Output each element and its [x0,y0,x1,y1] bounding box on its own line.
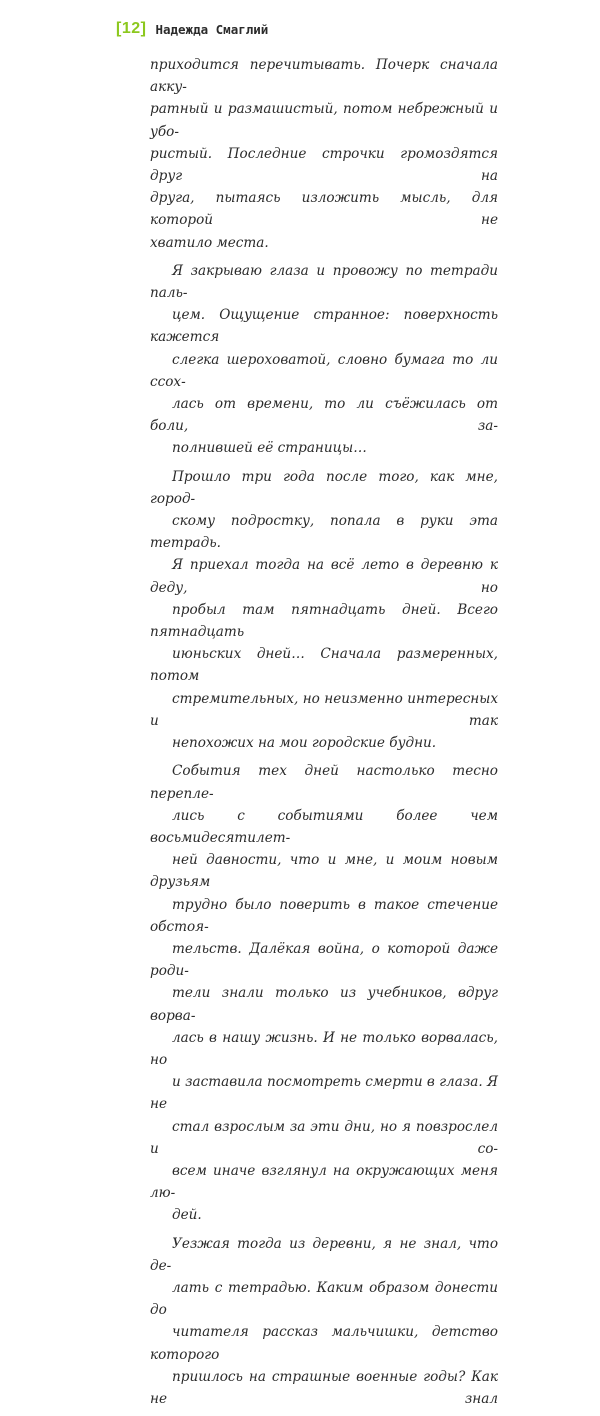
text-line: лась в нашу жизнь. И не только ворвалась, но [150,1029,498,1068]
text-line: июньских дней… Сначала размеренных, потом [150,646,498,685]
text-line: дей. [172,1207,202,1224]
text-line: полнившей её страницы… [172,440,367,457]
text-line: друга, пытаясь изложить мысль, для которой не [150,190,498,229]
text-line: лись с событиями более чем восьмидесятилет- [150,807,498,846]
text-line: Я приехал тогда на всё лето в деревню к деду, но [150,557,498,596]
text-line: пришлось на страшные военные годы? Как не знал [150,1368,498,1407]
running-header [116,20,268,38]
text-line: ней давности, что и мне, и моим новым друзьям [150,852,498,891]
text-line: приходится перечитывать. Почерк сначала акку- [150,57,498,96]
text-line: События тех дней настолько тесно перепле- [150,763,498,802]
text-line: слегка шероховатой, словно бумага то ли ссох- [150,351,498,390]
text-line: трудно было поверить в такое стечение обстоя- [150,896,498,935]
text-line: пробыл там пятнадцать дней. Всего пятнадцать [150,601,498,641]
text-line: стремительных, но неизменно интересных и так [150,690,498,729]
paragraph [150,1233,498,1411]
body-text [150,54,498,1416]
text-line: и заставила посмотреть смерти в глаза. Я не [150,1074,498,1113]
page-number: [12] [116,20,147,37]
paragraph [150,54,498,254]
text-line: Я закрываю глаза и провожу по тетради паль- [150,262,498,302]
text-line: читателя рассказ мальчишки, детство которого [150,1324,498,1363]
paragraph [150,760,498,1226]
text-line: тели знали только из учебников, вдруг ворва- [150,985,498,1024]
paragraph [150,466,498,755]
text-line: скому подростку, попала в руки эта тетрадь. [150,513,498,552]
text-line: всем иначе взглянул на окружающих меня лю- [150,1162,498,1202]
text-line: непохожих на мои городские будни. [172,735,437,752]
text-line: Уезжая тогда из деревни, я не знал, что де- [150,1235,498,1274]
text-line: тельств. Далёкая война, о которой даже роди- [150,940,498,980]
text-line: ратный и размашистый, потом небрежный и убо- [150,101,498,140]
text-line: цем. Ощущение странное: поверхность кажется [150,307,498,346]
paragraph [150,260,498,460]
text-line: ристый. Последние строчки громоздятся друг на [150,145,498,185]
text-line: стал взрослым за эти дни, но я повзрослел и со- [150,1118,498,1157]
text-line: лась от времени, то ли съёжилась от боли, за- [150,396,498,435]
text-line: хватило места. [150,234,269,251]
text-line: лать с тетрадью. Каким образом донести до [150,1279,498,1319]
running-head-author: Надежда Смаглий [155,21,269,37]
text-line: Прошло три года после того, как мне, город- [150,468,498,507]
